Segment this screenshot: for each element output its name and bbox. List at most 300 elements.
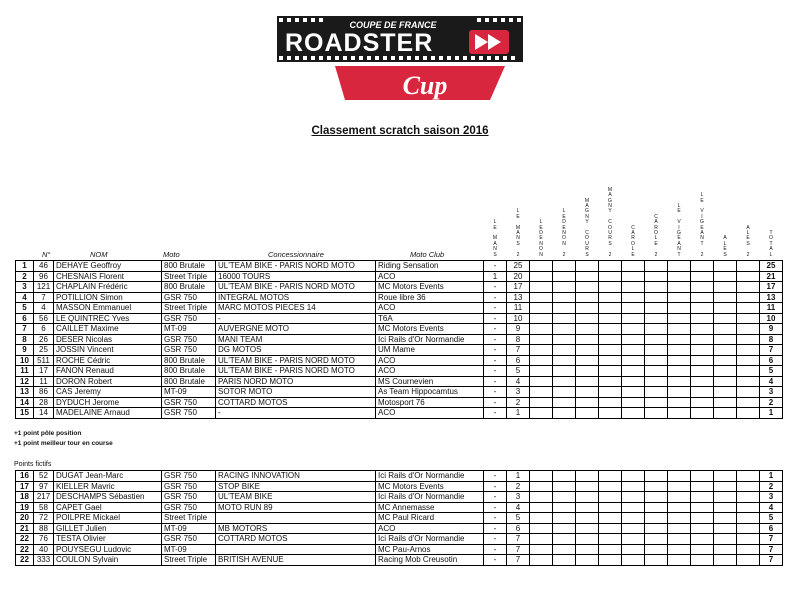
round-empty-cell [622, 261, 645, 272]
dealer: STOP BIKE [216, 481, 376, 492]
round-empty-cell [714, 481, 737, 492]
round-empty-cell [645, 492, 668, 503]
round-header: A L E S [723, 235, 727, 258]
rank: 11 [16, 366, 34, 377]
round-empty-cell [622, 492, 645, 503]
bike: GSR 750 [162, 397, 216, 408]
round-empty-cell [599, 408, 622, 419]
dealer [216, 513, 376, 524]
rank: 13 [16, 387, 34, 398]
col-header-concessionnaire: Concessionnaire [268, 250, 324, 259]
round-empty-cell [737, 408, 760, 419]
round-empty-cell [599, 282, 622, 293]
round-empty-cell [553, 334, 576, 345]
rank: 1 [16, 261, 34, 272]
total-points: 1 [760, 408, 783, 419]
rider-name: MASSON Emmanuel [54, 303, 162, 314]
rider-number: 4 [34, 303, 54, 314]
round-empty-cell [530, 345, 553, 356]
round-empty-cell [737, 387, 760, 398]
dealer: AUVERGNE MOTO [216, 324, 376, 335]
bike: Street Triple [162, 303, 216, 314]
dealer: MANI TEAM [216, 334, 376, 345]
round-empty-cell [599, 366, 622, 377]
round-le-mans-2: 1 [507, 408, 530, 419]
total-points: 8 [760, 334, 783, 345]
total-points: 11 [760, 303, 783, 314]
rider-name: POTILLION Simon [54, 292, 162, 303]
ranking-table [15, 260, 783, 419]
rider-number: 40 [34, 544, 54, 555]
rider-number: 14 [34, 408, 54, 419]
round-le-mans: - [484, 387, 507, 398]
rider-number: 88 [34, 523, 54, 534]
rider-name: CHESNAIS Florent [54, 271, 162, 282]
rank: 9 [16, 345, 34, 356]
round-empty-cell [737, 492, 760, 503]
dealer: 16000 TOURS [216, 271, 376, 282]
round-empty-cell [622, 366, 645, 377]
round-empty-cell [737, 303, 760, 314]
table-row [16, 366, 783, 377]
moto-club: As Team Hippocamtus [376, 387, 484, 398]
rider-number: 25 [34, 345, 54, 356]
round-empty-cell [530, 408, 553, 419]
round-empty-cell [553, 481, 576, 492]
round-empty-cell [599, 313, 622, 324]
round-le-mans: - [484, 334, 507, 345]
round-empty-cell [530, 397, 553, 408]
round-empty-cell [645, 387, 668, 398]
round-empty-cell [691, 324, 714, 335]
round-empty-cell [691, 492, 714, 503]
round-empty-cell [599, 376, 622, 387]
col-header-nom: NOM [90, 250, 108, 259]
round-empty-cell [691, 282, 714, 293]
logo-top-text: COUPE DE FRANCE [349, 20, 437, 30]
moto-club: MC Pau-Arnos [376, 544, 484, 555]
round-empty-cell [553, 324, 576, 335]
dealer: UL'TEAM BIKE - PARIS NORD MOTO [216, 355, 376, 366]
round-empty-cell [530, 471, 553, 482]
rank: 16 [16, 471, 34, 482]
round-le-mans-2: 5 [507, 366, 530, 377]
dealer: - [216, 313, 376, 324]
round-empty-cell [714, 408, 737, 419]
round-empty-cell [622, 471, 645, 482]
round-empty-cell [530, 502, 553, 513]
round-le-mans-2: 2 [507, 481, 530, 492]
table-row [16, 513, 783, 524]
total-points: 25 [760, 261, 783, 272]
round-empty-cell [737, 334, 760, 345]
round-empty-cell [668, 513, 691, 524]
round-empty-cell [553, 492, 576, 503]
total-points: 7 [760, 544, 783, 555]
round-empty-cell [691, 303, 714, 314]
round-empty-cell [622, 534, 645, 545]
total-points: 5 [760, 513, 783, 524]
round-empty-cell [622, 502, 645, 513]
round-empty-cell [553, 366, 576, 377]
moto-club: T6A [376, 313, 484, 324]
round-le-mans-2: 10 [507, 313, 530, 324]
round-empty-cell [668, 292, 691, 303]
round-empty-cell [576, 271, 599, 282]
round-empty-cell [691, 345, 714, 356]
rider-number: 76 [34, 534, 54, 545]
rider-number: 26 [34, 334, 54, 345]
dealer: PARIS NORD MOTO [216, 376, 376, 387]
rider-number: 56 [34, 313, 54, 324]
table-row [16, 387, 783, 398]
round-empty-cell [576, 471, 599, 482]
round-empty-cell [599, 324, 622, 335]
bike: 800 Brutale [162, 261, 216, 272]
round-empty-cell [576, 324, 599, 335]
round-empty-cell [576, 313, 599, 324]
fictif-ranking-table [15, 470, 783, 566]
round-le-mans: - [484, 523, 507, 534]
round-empty-cell [714, 513, 737, 524]
round-empty-cell [553, 292, 576, 303]
round-empty-cell [576, 502, 599, 513]
round-empty-cell [530, 282, 553, 293]
round-empty-cell [599, 481, 622, 492]
rider-name: LE QUINTREC Yves [54, 313, 162, 324]
round-empty-cell [530, 292, 553, 303]
total-points: 4 [760, 376, 783, 387]
round-empty-cell [599, 471, 622, 482]
round-empty-cell [530, 523, 553, 534]
round-empty-cell [714, 376, 737, 387]
round-empty-cell [691, 513, 714, 524]
table-row [16, 303, 783, 314]
round-empty-cell [622, 345, 645, 356]
rider-name: POILPRE Mickael [54, 513, 162, 524]
round-header: M A G N Y C O U R S 2 [607, 186, 613, 258]
round-le-mans-2: 11 [507, 303, 530, 314]
rider-name: COULON Sylvain [54, 555, 162, 566]
round-empty-cell [714, 544, 737, 555]
rank: 18 [16, 492, 34, 503]
table-row [16, 555, 783, 566]
round-empty-cell [737, 313, 760, 324]
dealer: UL'TEAM BIKE - PARIS NORD MOTO [216, 366, 376, 377]
moto-club: Ici Rails d'Or Normandie [376, 334, 484, 345]
round-empty-cell [599, 555, 622, 566]
table-row [16, 534, 783, 545]
round-empty-cell [553, 355, 576, 366]
round-le-mans: - [484, 481, 507, 492]
dealer: DG MOTOS [216, 345, 376, 356]
total-points: 5 [760, 366, 783, 377]
round-le-mans-2: 3 [507, 387, 530, 398]
total-points: 4 [760, 502, 783, 513]
rank: 2 [16, 271, 34, 282]
dealer: INTEGRAL MOTOS [216, 292, 376, 303]
round-empty-cell [668, 471, 691, 482]
round-empty-cell [576, 355, 599, 366]
moto-club: ACO [376, 355, 484, 366]
round-empty-cell [691, 555, 714, 566]
round-empty-cell [668, 555, 691, 566]
round-header: A L E S 2 [746, 224, 750, 258]
round-empty-cell [576, 534, 599, 545]
round-header: M A G N Y C O U R S [584, 197, 590, 258]
rider-name: GILLET Julien [54, 523, 162, 534]
round-empty-cell [737, 534, 760, 545]
bike: Street Triple [162, 513, 216, 524]
round-empty-cell [668, 366, 691, 377]
round-empty-cell [714, 313, 737, 324]
round-empty-cell [714, 292, 737, 303]
table-row [16, 324, 783, 335]
round-empty-cell [530, 387, 553, 398]
round-empty-cell [622, 544, 645, 555]
rider-name: MADELAINE Arnaud [54, 408, 162, 419]
round-le-mans-2: 1 [507, 471, 530, 482]
table-row [16, 345, 783, 356]
round-empty-cell [668, 345, 691, 356]
rank: 4 [16, 292, 34, 303]
round-empty-cell [691, 376, 714, 387]
round-empty-cell [737, 523, 760, 534]
round-empty-cell [553, 303, 576, 314]
round-le-mans-2: 2 [507, 397, 530, 408]
round-empty-cell [599, 492, 622, 503]
round-empty-cell [714, 387, 737, 398]
table-row [16, 271, 783, 282]
round-empty-cell [553, 261, 576, 272]
round-empty-cell [599, 523, 622, 534]
bike: Street Triple [162, 555, 216, 566]
round-empty-cell [553, 523, 576, 534]
rank: 21 [16, 523, 34, 534]
round-empty-cell [645, 408, 668, 419]
round-empty-cell [530, 492, 553, 503]
round-empty-cell [576, 282, 599, 293]
round-empty-cell [645, 334, 668, 345]
round-le-mans-2: 7 [507, 555, 530, 566]
dealer: COTTARD MOTOS [216, 534, 376, 545]
round-empty-cell [599, 334, 622, 345]
table-row [16, 355, 783, 366]
bike: 800 Brutale [162, 366, 216, 377]
col-header-moto-club: Moto Club [410, 250, 445, 259]
round-empty-cell [622, 303, 645, 314]
rider-number: 97 [34, 481, 54, 492]
bike: GSR 750 [162, 471, 216, 482]
round-empty-cell [622, 513, 645, 524]
rider-number: 511 [34, 355, 54, 366]
rider-number: 46 [34, 261, 54, 272]
moto-club: ACO [376, 523, 484, 534]
round-empty-cell [576, 303, 599, 314]
round-empty-cell [599, 544, 622, 555]
round-le-mans-2: 7 [507, 534, 530, 545]
bike: MT-09 [162, 523, 216, 534]
total-points: 6 [760, 523, 783, 534]
round-empty-cell [530, 534, 553, 545]
round-empty-cell [645, 534, 668, 545]
round-empty-cell [622, 481, 645, 492]
bike: 800 Brutale [162, 355, 216, 366]
rider-number: 6 [34, 324, 54, 335]
col-header-num: N° [42, 250, 51, 259]
rider-name: DESCHAMPS Sébastien [54, 492, 162, 503]
round-empty-cell [576, 544, 599, 555]
rank: 15 [16, 408, 34, 419]
moto-club: ACO [376, 408, 484, 419]
round-empty-cell [737, 471, 760, 482]
table-row [16, 397, 783, 408]
round-le-mans: - [484, 261, 507, 272]
round-empty-cell [691, 387, 714, 398]
round-header: C A R O L E [631, 224, 635, 258]
round-empty-cell [645, 324, 668, 335]
round-le-mans: - [484, 408, 507, 419]
round-empty-cell [553, 471, 576, 482]
round-empty-cell [668, 534, 691, 545]
round-empty-cell [691, 523, 714, 534]
rider-name: KIELLER Mavric [54, 481, 162, 492]
round-le-mans-2: 3 [507, 492, 530, 503]
round-empty-cell [645, 313, 668, 324]
round-empty-cell [599, 397, 622, 408]
table-row [16, 523, 783, 534]
moto-club: Racing Mob Creusotin [376, 555, 484, 566]
round-empty-cell [530, 513, 553, 524]
round-empty-cell [714, 555, 737, 566]
round-empty-cell [599, 513, 622, 524]
round-le-mans: - [484, 313, 507, 324]
rider-name: CAS Jeremy [54, 387, 162, 398]
round-header: L E M A N S [492, 219, 498, 258]
round-empty-cell [737, 376, 760, 387]
round-empty-cell [714, 303, 737, 314]
rider-number: 333 [34, 555, 54, 566]
round-empty-cell [645, 366, 668, 377]
round-empty-cell [691, 366, 714, 377]
round-empty-cell [622, 271, 645, 282]
round-empty-cell [622, 313, 645, 324]
dealer: MARC MOTOS PIECES 14 [216, 303, 376, 314]
rider-number: 58 [34, 502, 54, 513]
rider-number: 7 [34, 292, 54, 303]
bike: GSR 750 [162, 492, 216, 503]
round-header: T O T A L [769, 229, 773, 258]
round-empty-cell [530, 313, 553, 324]
round-empty-cell [599, 502, 622, 513]
moto-club: MC Paul Ricard [376, 513, 484, 524]
round-le-mans: - [484, 376, 507, 387]
round-empty-cell [668, 271, 691, 282]
round-empty-cell [576, 481, 599, 492]
round-empty-cell [691, 397, 714, 408]
rank: 6 [16, 313, 34, 324]
rank: 10 [16, 355, 34, 366]
round-empty-cell [668, 397, 691, 408]
round-le-mans: - [484, 292, 507, 303]
round-empty-cell [714, 471, 737, 482]
total-points: 2 [760, 481, 783, 492]
bike: MT-09 [162, 387, 216, 398]
rank: 8 [16, 334, 34, 345]
round-empty-cell [645, 292, 668, 303]
round-empty-cell [576, 397, 599, 408]
round-empty-cell [668, 376, 691, 387]
round-le-mans: - [484, 366, 507, 377]
round-empty-cell [737, 261, 760, 272]
round-empty-cell [553, 513, 576, 524]
bike: MT-09 [162, 324, 216, 335]
round-le-mans: - [484, 324, 507, 335]
round-empty-cell [553, 408, 576, 419]
round-empty-cell [530, 481, 553, 492]
round-empty-cell [645, 282, 668, 293]
logo-sub-text: Cup [402, 71, 448, 100]
round-empty-cell [622, 376, 645, 387]
round-empty-cell [530, 303, 553, 314]
round-empty-cell [622, 387, 645, 398]
rank: 3 [16, 282, 34, 293]
moto-club: MS Cournevien [376, 376, 484, 387]
table-row [16, 292, 783, 303]
moto-club: MC Annemasse [376, 502, 484, 513]
table-row [16, 334, 783, 345]
round-empty-cell [714, 334, 737, 345]
logo-main-text: ROADSTER [285, 29, 434, 57]
round-empty-cell [530, 261, 553, 272]
dealer: UL'TEAM BIKE - PARIS NORD MOTO [216, 282, 376, 293]
rank: 20 [16, 513, 34, 524]
rank: 22 [16, 544, 34, 555]
total-points: 13 [760, 292, 783, 303]
round-le-mans: - [484, 492, 507, 503]
round-empty-cell [714, 271, 737, 282]
round-le-mans: - [484, 345, 507, 356]
rank: 7 [16, 324, 34, 335]
rider-name: ROCHE Cédric [54, 355, 162, 366]
table-row [16, 282, 783, 293]
total-points: 6 [760, 355, 783, 366]
total-points: 3 [760, 387, 783, 398]
round-empty-cell [599, 387, 622, 398]
round-empty-cell [576, 261, 599, 272]
round-le-mans-2: 4 [507, 502, 530, 513]
bike: 800 Brutale [162, 376, 216, 387]
round-le-mans: - [484, 544, 507, 555]
round-empty-cell [599, 303, 622, 314]
rider-name: JOSSIN Vincent [54, 345, 162, 356]
rider-number: 217 [34, 492, 54, 503]
round-empty-cell [553, 271, 576, 282]
table-row [16, 261, 783, 272]
round-empty-cell [622, 555, 645, 566]
round-le-mans-2: 7 [507, 345, 530, 356]
round-empty-cell [530, 366, 553, 377]
total-points: 7 [760, 555, 783, 566]
round-empty-cell [622, 282, 645, 293]
round-empty-cell [645, 261, 668, 272]
bike: GSR 750 [162, 334, 216, 345]
round-header: L E V I G E A N T 2 [700, 192, 704, 258]
round-empty-cell [530, 555, 553, 566]
round-le-mans: - [484, 502, 507, 513]
round-le-mans-2: 6 [507, 523, 530, 534]
rank: 14 [16, 397, 34, 408]
